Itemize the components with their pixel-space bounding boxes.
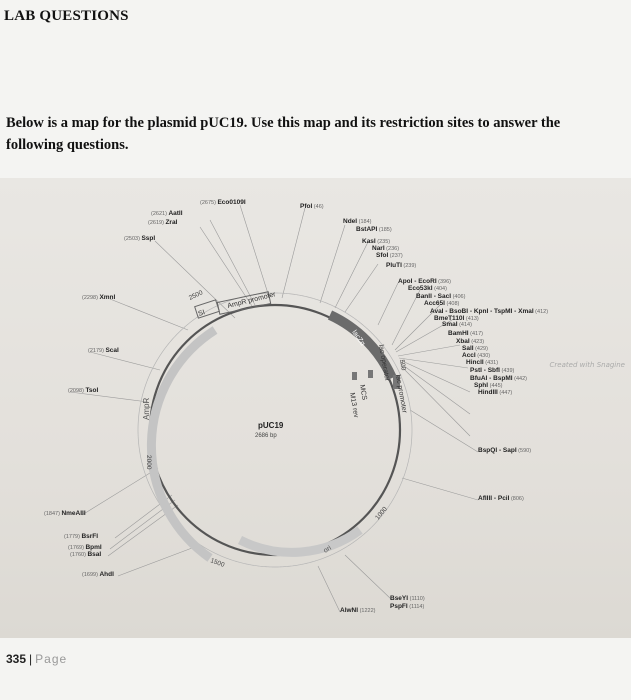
site-position: (1114) bbox=[407, 604, 425, 610]
restriction-site-label bbox=[68, 387, 99, 394]
tick-1500: 1500 bbox=[209, 557, 226, 569]
site-name: BspQI - SapI bbox=[478, 447, 517, 454]
site-position: (46) bbox=[312, 204, 324, 210]
restriction-site-label bbox=[82, 294, 116, 301]
site-name: BfuAI - BspMI bbox=[470, 375, 513, 382]
site-name: BmeT110I bbox=[434, 315, 465, 322]
restriction-site-label bbox=[470, 367, 515, 374]
tick-500: 500 bbox=[398, 359, 407, 372]
restriction-site-label bbox=[466, 359, 498, 366]
site-name: PfoI bbox=[300, 203, 313, 210]
restriction-site-label bbox=[442, 321, 472, 328]
site-position: (2621) bbox=[151, 211, 169, 217]
plasmid-map-svg bbox=[0, 178, 631, 638]
restriction-site-label bbox=[362, 238, 390, 245]
restriction-site-label bbox=[343, 218, 372, 225]
site-position: (431) bbox=[483, 360, 499, 366]
site-name: AvaI - BsoBI - KpnI - TspMI - XmaI bbox=[430, 308, 534, 315]
site-position: (236) bbox=[384, 246, 400, 252]
restriction-site-label bbox=[148, 219, 178, 226]
site-name: SmaI bbox=[442, 321, 458, 328]
restriction-site-label bbox=[474, 382, 503, 389]
site-name: BsrFI bbox=[81, 533, 99, 540]
site-name: TsoI bbox=[85, 387, 99, 394]
site-position: (1110) bbox=[408, 596, 425, 602]
restriction-site-label bbox=[300, 203, 324, 210]
lac-promoter-label: lac promoter bbox=[394, 374, 408, 414]
restriction-site-label bbox=[88, 347, 119, 354]
site-position: (2675) bbox=[200, 200, 218, 206]
site-position: (414) bbox=[457, 322, 472, 328]
site-name: NmeAIII bbox=[61, 510, 86, 517]
site-name: AhdI bbox=[99, 571, 114, 578]
site-position: (1779) bbox=[64, 534, 82, 540]
site-name: BseYI bbox=[390, 595, 409, 602]
left-site-labels bbox=[44, 199, 246, 578]
site-position: (806) bbox=[509, 496, 524, 502]
site-position: (396) bbox=[436, 279, 452, 285]
ampr-label: AmpR bbox=[142, 397, 151, 420]
restriction-site-label bbox=[200, 199, 246, 206]
site-position: (2179) bbox=[88, 348, 106, 354]
restriction-site-label bbox=[478, 447, 531, 454]
restriction-site-label bbox=[124, 235, 155, 242]
restriction-site-label bbox=[478, 389, 512, 396]
site-name: BanII - SacI bbox=[416, 293, 452, 300]
site-name: SphI bbox=[474, 382, 489, 389]
site-position: (2098) bbox=[68, 388, 86, 394]
site-name: KasI bbox=[362, 238, 376, 245]
restriction-site-label bbox=[456, 338, 484, 345]
site-position: (1222) bbox=[358, 608, 376, 614]
restriction-site-label bbox=[82, 571, 114, 578]
site-position: (239) bbox=[401, 263, 417, 269]
page-number: 335 bbox=[6, 652, 27, 666]
lacz-label: lacZα bbox=[350, 329, 367, 348]
tick-2000: 2000 bbox=[145, 455, 152, 470]
site-name: Eco53kI bbox=[408, 285, 433, 292]
restriction-site-label bbox=[424, 300, 460, 307]
restriction-site-label bbox=[386, 262, 416, 269]
restriction-site-label bbox=[151, 210, 183, 217]
page-heading: LAB QUESTIONS bbox=[4, 8, 129, 24]
site-position: (1769) bbox=[68, 545, 86, 551]
restriction-site-label bbox=[68, 544, 102, 551]
site-position: (185) bbox=[377, 227, 392, 233]
site-position: (423) bbox=[469, 339, 485, 345]
plasmid-size: 2686 bp bbox=[255, 433, 277, 439]
restriction-site-label bbox=[356, 226, 392, 233]
restriction-site-label bbox=[44, 510, 86, 517]
lac-operator-mark bbox=[368, 370, 373, 378]
site-position: (429) bbox=[473, 346, 488, 352]
site-name: ScaI bbox=[105, 347, 119, 354]
restriction-site-label bbox=[470, 375, 527, 382]
plasmid-name: pUC19 bbox=[258, 421, 284, 430]
site-position: (184) bbox=[357, 219, 372, 225]
restriction-site-label bbox=[430, 308, 548, 315]
site-name: AatII bbox=[168, 210, 183, 217]
m13rev-mark bbox=[352, 372, 357, 380]
site-position: (1699) bbox=[82, 572, 100, 578]
mcs-label: MCS bbox=[358, 384, 368, 401]
site-position: (430) bbox=[475, 353, 491, 359]
restriction-site-label bbox=[390, 595, 425, 602]
ori-feature bbox=[240, 530, 360, 552]
site-position: (413) bbox=[464, 316, 479, 322]
site-name: NdeI bbox=[343, 218, 358, 225]
restriction-site-label bbox=[462, 352, 490, 359]
site-position: (412) bbox=[533, 309, 549, 315]
site-name: Eco0109I bbox=[217, 199, 246, 206]
site-position: (2503) bbox=[124, 236, 142, 242]
site-name: SalI bbox=[462, 345, 474, 352]
ori-label: ori bbox=[322, 544, 333, 555]
site-name: BpmI bbox=[85, 544, 102, 551]
restriction-site-label bbox=[398, 278, 451, 285]
site-name: Acc65I bbox=[424, 300, 445, 307]
site-position: (2619) bbox=[148, 220, 166, 226]
site-name: BamHI bbox=[448, 330, 469, 337]
restriction-site-label bbox=[70, 551, 101, 558]
site-position: (237) bbox=[388, 253, 403, 259]
watermark: Created with Snagine bbox=[549, 361, 625, 369]
site-name: PstI - SbfI bbox=[470, 367, 500, 374]
page-footer bbox=[6, 652, 67, 666]
site-name: ZraI bbox=[165, 219, 178, 226]
site-name: NarI bbox=[372, 245, 385, 252]
site-position: (1760) bbox=[70, 552, 88, 558]
ampr-promoter-label: AmpR promoter bbox=[226, 291, 277, 310]
footer-separator: | bbox=[29, 652, 33, 666]
restriction-site-label bbox=[390, 603, 424, 610]
site-name: BsaI bbox=[87, 551, 102, 558]
plasmid-map-figure bbox=[0, 178, 631, 638]
site-name: HincII bbox=[466, 359, 484, 366]
restriction-site-label bbox=[376, 252, 403, 259]
site-position: (408) bbox=[444, 301, 460, 307]
lac-operator-label: lac operator bbox=[377, 344, 391, 382]
site-position: (442) bbox=[512, 376, 527, 382]
restriction-site-label bbox=[416, 293, 466, 300]
site-position: (590) bbox=[516, 448, 532, 454]
sspi-short-label: SI bbox=[197, 309, 206, 318]
restriction-site-label bbox=[372, 245, 399, 252]
ampr-feature bbox=[151, 330, 215, 558]
site-name: XbaI bbox=[456, 338, 470, 345]
site-position: (406) bbox=[451, 294, 466, 300]
site-position: (2298) bbox=[82, 295, 100, 301]
site-name: SspI bbox=[141, 235, 156, 242]
restriction-site-label bbox=[448, 330, 483, 337]
site-position: (1847) bbox=[44, 511, 62, 517]
site-name: ApoI - EcoRI bbox=[398, 278, 437, 285]
restriction-site-label bbox=[408, 285, 447, 292]
intro-paragraph: Below is a map for the plasmid pUC19. Use this map and its restriction sites to answer the following questions. bbox=[6, 115, 561, 153]
site-name: PspFI bbox=[390, 603, 408, 610]
restriction-site-label bbox=[478, 495, 524, 502]
site-name: HindIII bbox=[478, 389, 498, 396]
site-name: XmnI bbox=[99, 294, 116, 301]
restriction-site-label bbox=[340, 607, 376, 614]
site-name: AccI bbox=[462, 352, 476, 359]
page-word: Page bbox=[35, 652, 68, 666]
m13rev-label: M13 rev bbox=[348, 392, 360, 419]
site-name: SfoI bbox=[376, 252, 389, 259]
site-position: (404) bbox=[432, 286, 447, 292]
site-position: (447) bbox=[497, 390, 513, 396]
site-name: BstAPI bbox=[356, 226, 378, 233]
restriction-site-label bbox=[462, 345, 488, 352]
site-name: AlwNI bbox=[340, 607, 359, 614]
tick-1000: 1000 bbox=[374, 505, 389, 522]
restriction-site-label bbox=[64, 533, 98, 540]
site-name: AflIII - PciI bbox=[478, 495, 510, 502]
site-position: (417) bbox=[468, 331, 483, 337]
tick-2500: 2500 bbox=[187, 289, 204, 302]
site-position: (439) bbox=[499, 368, 515, 374]
site-position: (235) bbox=[375, 239, 391, 245]
site-position: (445) bbox=[488, 383, 503, 389]
site-name: PluTI bbox=[386, 262, 402, 269]
